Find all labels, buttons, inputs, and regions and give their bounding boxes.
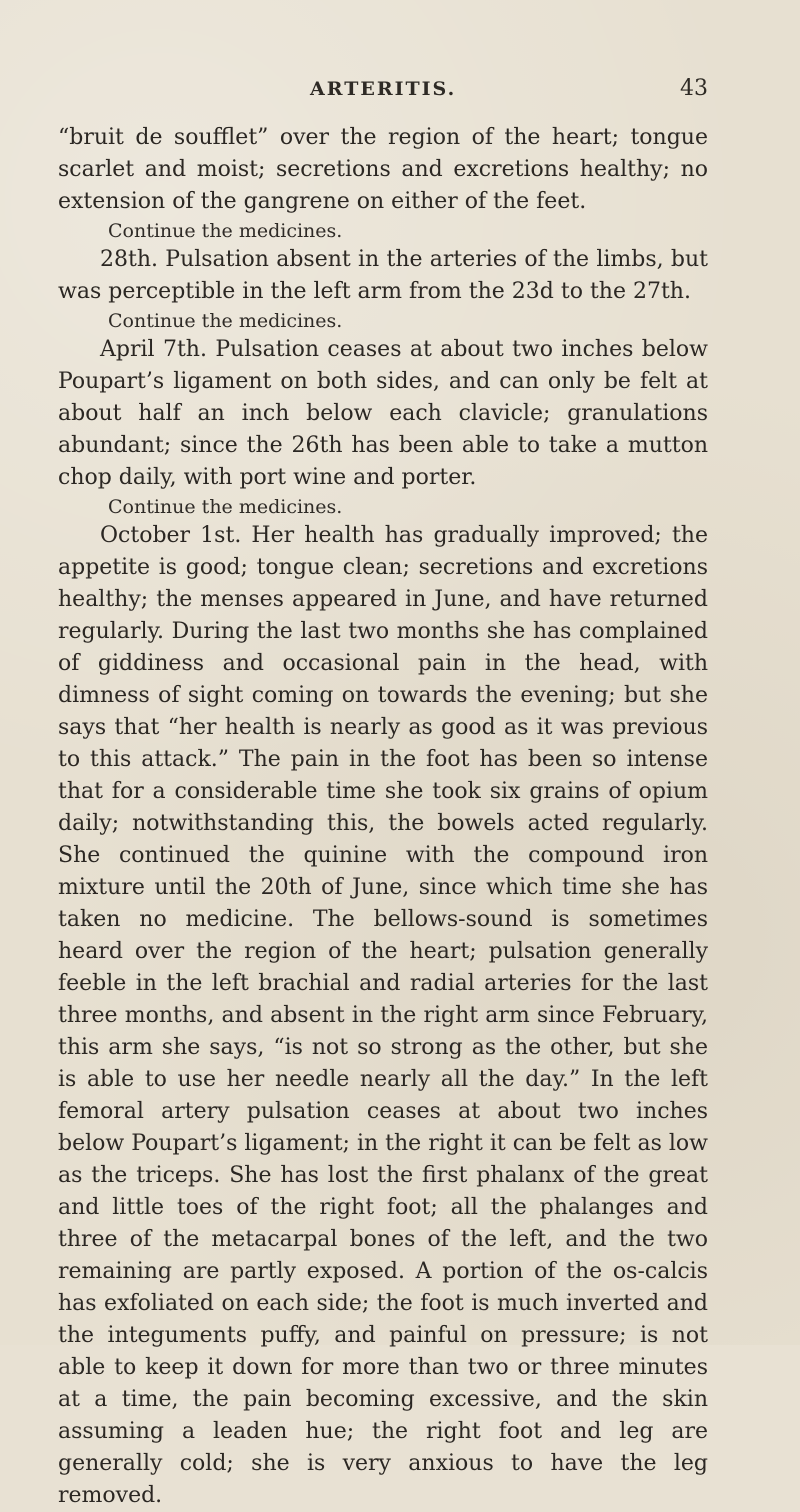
instruction-2: Continue the medicines.	[108, 310, 343, 332]
paragraph-2: 28th. Pulsation absent in the arteries of the limbs, but was perceptible in the left arm from the 23d to the 27th.	[58, 247, 708, 304]
paragraph-1: “bruit de soufflet” over the region of the heart; tongue scarlet and moist; secretions and excretions healthy; no extension of the gangrene on either of the feet.	[58, 125, 708, 214]
instruction-3: Continue the medicines.	[108, 496, 343, 518]
page-number: 43	[680, 76, 708, 101]
paragraph-4: October 1st. Her health has gradually improved; the appetite is good; tongue clean; secretions and excretions healthy; the menses appeared in June, and have returned regularly. During the last two months she has complained of giddiness and occasional pain in the head, with dimness of sight coming on towards the evening; but she says that “her health is nearly as good as it was previous to this attack.” The pain in the foot has been so intense that for a considerable time she took six grains of opium daily; notwithstanding this, the bowels acted regularly. She continued the quinine with the compound iron mixture until the 20th of June, since which time she has taken no medicine. The bellows-sound is sometimes heard over the region of the heart; pulsation generally feeble in the left brachial and radial arteries for the last three months, and absent in the right arm since February, this arm she says, “is not so strong as the other, but she is able to use her needle nearly all the day.” In the left femoral artery pulsation ceases at about two inches below Poupart’s ligament; in the right it can be felt as low as the triceps. She has lost the first phalanx of the great and little toes of the right foot; all the phalanges and three of the metacarpal bones of the left, and the two remaining are partly exposed. A portion of the os-calcis has exfoliated on each side; the foot is much inverted and the integuments puffy, and painful on pressure; is not able to keep it down for more than two or three minutes at a time, the pain becoming excessive, and the skin assuming a leaden hue; the right foot and leg are generally cold; she is very anxious to have the leg removed.	[58, 523, 708, 1508]
paragraph-3: April 7th. Pulsation ceases at about two inches below Poupart’s ligament on both sides, and can only be felt at about half an inch below each clavicle; granulations abundant; since the 26th has been able to take a mutton chop daily, with port wine and porter.	[58, 337, 708, 490]
page-body	[58, 122, 708, 1512]
running-head: ARTERITIS.	[310, 78, 457, 100]
page-header	[58, 76, 708, 108]
instruction-1: Continue the medicines.	[108, 220, 343, 242]
